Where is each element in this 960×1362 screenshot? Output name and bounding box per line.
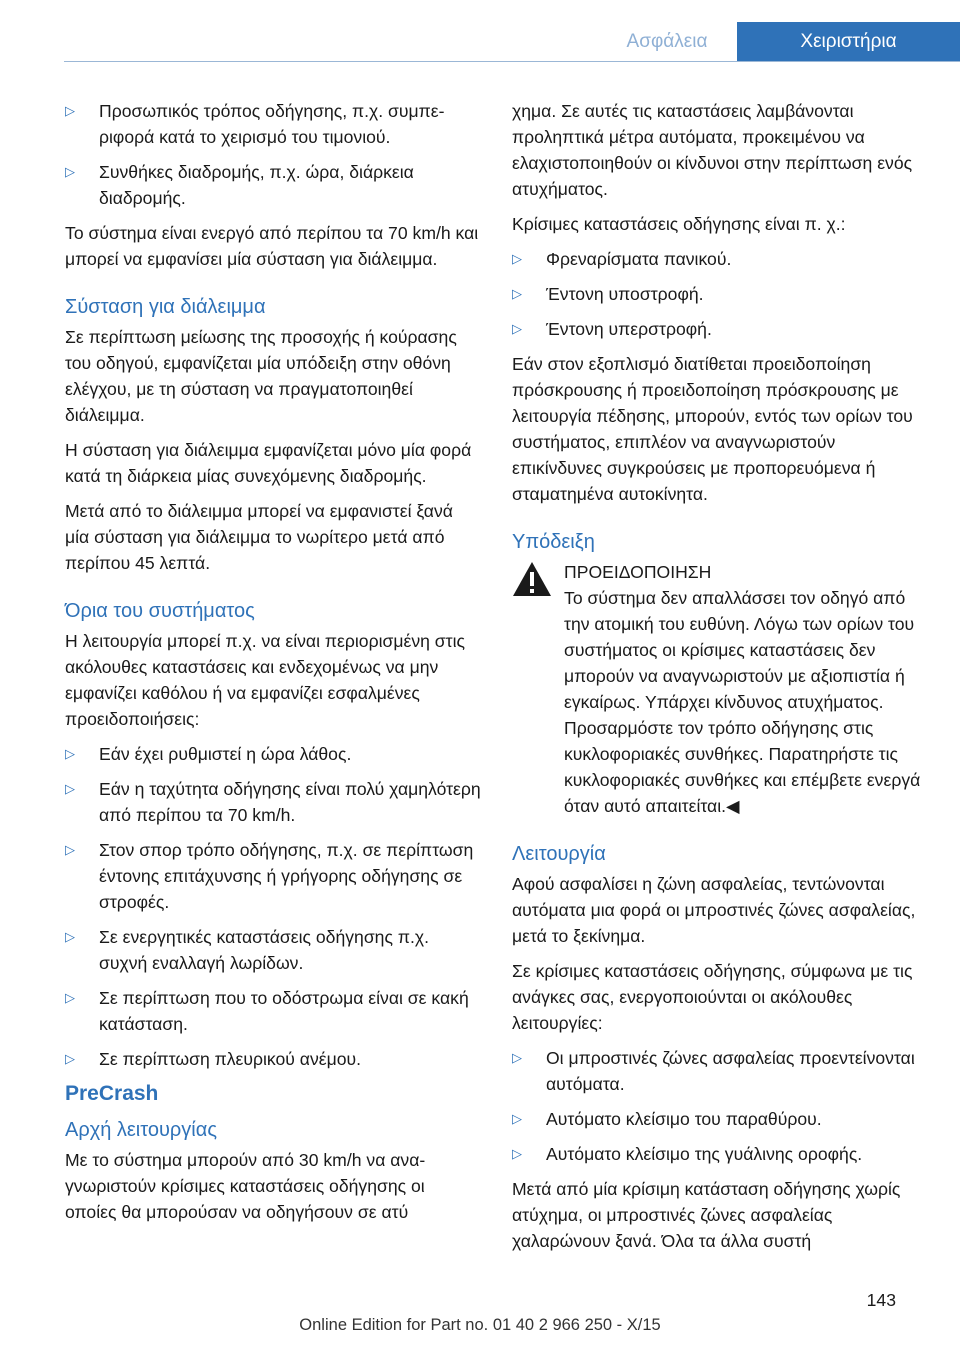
- heading-principle: Αρχή λειτουργίας: [65, 1119, 217, 1141]
- bullet-triangle-icon: ▷: [65, 929, 75, 944]
- edition-footer: Online Edition for Part no. 01 40 2 966 250 - X/15: [299, 1316, 661, 1334]
- list-item: ▷ Σε περίπτωση πλευρικού ανέμου.: [65, 1046, 481, 1072]
- list-item: ▷ Οι μπροστινές ζώνες ασφαλείας προεντείνονται αυτόματα.: [512, 1045, 926, 1097]
- warning-block: [512, 559, 926, 819]
- list-item: ▷ Προσωπικός τρόπος οδήγησης, π.χ. συμπεριφορά κατά το χειρισμό του τιμονιού.: [65, 98, 481, 150]
- list-item: ▷ Έντονη υπερστροφή.: [512, 316, 926, 342]
- paragraph: Σε κρίσιμες καταστάσεις οδήγησης, σύμφωνα με τις ανάγκες σας, ενεργοποιούνται οι ακόλουθες λειτουργίες:: [512, 961, 913, 1033]
- list-item: ▷ Φρεναρίσματα πανικού.: [512, 246, 926, 272]
- paragraph: Κρίσιμες καταστάσεις οδήγησης είναι π. χ.:: [512, 214, 846, 234]
- list-item: ▷ Συνθήκες διαδρομής, π.χ. ώρα, διάρκεια διαδρομής.: [65, 159, 481, 211]
- page-number: 143: [866, 1290, 896, 1310]
- bullet-triangle-icon: ▷: [65, 990, 75, 1005]
- bullet-triangle-icon: ▷: [65, 103, 75, 118]
- paragraph: Μετά από το διάλειμμα μπορεί να εμφανιστεί ξανά μία σύσταση για διάλειμμα το νωρίτερο μετά από περίπου 45 λεπτά.: [65, 501, 453, 573]
- bullet-triangle-icon: ▷: [512, 1050, 522, 1065]
- paragraph: Μετά από μία κρίσιμη κατάσταση οδήγησης χωρίς ατύχημα, οι μπροστινές ζώνες ασφαλείας χαλαρώνουν ξανά. Όλα τα άλλα συστή: [512, 1179, 901, 1251]
- warning-triangle-icon: [512, 561, 552, 597]
- paragraph: Αφού ασφαλίσει η ζώνη ασφαλείας, τεντώνονται αυτόματα μια φορά οι μπροστινές ζώνες ασφαλείας, μετά το ξεκίνημα.: [512, 874, 916, 946]
- list-item: ▷ Αυτόματο κλείσιμο της γυάλινης οροφής.: [512, 1141, 926, 1167]
- heading-precrash: PreCrash: [65, 1082, 159, 1105]
- warning-text: ΠΡΟΕΙΔΟΠΟΙΗΣΗ Το σύστημα δεν απαλλάσσει τον οδηγό από την ατομική του ευθύνη. Λόγω των ορίων του συστήματος οι κρίσιμες καταστάσεις δεν μπορούν να αναγνωριστούν με αξιοπιστία ή εγκαίρως. Υπάρχει κίνδυνος ατυχήματος. Προσαρμόστε τον τρόπο οδήγησης στις κυκλοφοριακές συνθήκες. Παρατηρήστε τις κυκλοφοριακές συνθήκες και επέμβετε ενεργά όταν αυτό απαιτείται.◀: [564, 559, 926, 819]
- right-column: [512, 98, 926, 1263]
- paragraph: Η σύσταση για διάλειμμα εμφανίζεται μόνο μία φορά κατά τη διάρκεια μίας συνεχόμενης διαδρομής.: [65, 440, 472, 486]
- header-rule: [64, 61, 960, 62]
- chapter-tab[interactable]: Χειριστήρια: [737, 22, 960, 62]
- list-item: ▷ Σε ενεργητικές καταστάσεις οδήγησης π.χ. συχνή εναλλαγή λωρίδων.: [65, 924, 481, 976]
- heading-break-recommendation: Σύσταση για διάλειμμα: [65, 296, 266, 318]
- paragraph: χημα. Σε αυτές τις καταστάσεις λαμβάνονται προληπτικά μέτρα αυτόματα, προκειμένου να ελαχιστοποιηθούν οι κίνδυνοι στην περίπτωση ενός ατυχήματος.: [512, 101, 913, 199]
- list-item: ▷ Σε περίπτωση που το οδόστρωμα είναι σε κακή κατάσταση.: [65, 985, 481, 1037]
- list-item: ▷ Εάν η ταχύτητα οδήγησης είναι πολύ χαμηλότερη από περίπου τα 70 km/h.: [65, 776, 481, 828]
- left-column: [65, 98, 481, 1234]
- bullet-triangle-icon: ▷: [65, 746, 75, 761]
- paragraph: Σε περίπτωση μείωσης της προσοχής ή κούρασης του οδηγού, εμφανίζεται μία υπόδειξη στην οθόνη ελέγχου, με τη σύσταση να πραγματοποιηθεί διάλειμμα.: [65, 327, 457, 425]
- paragraph: Με το σύστημα μπορούν από 30 km/h να αναγνωριστούν κρίσιμες καταστάσεις οδήγησης οι οποίες θα μπορούσαν να οδηγήσουν σε ατύ: [65, 1150, 426, 1222]
- list-item: ▷ Έντονη υποστροφή.: [512, 281, 926, 307]
- heading-note: Υπόδειξη: [512, 531, 595, 553]
- paragraph: Η λειτουργία μπορεί π.χ. να είναι περιορισμένη στις ακόλουθες καταστάσεις και ενδεχομένως να μην εμφανίζει καθόλου ή να εμφανίζει εσφαλμένες προειδοποιήσεις:: [65, 631, 465, 729]
- section-tab[interactable]: Ασφάλεια: [626, 31, 708, 52]
- page-header: [0, 0, 960, 62]
- warning-title: ΠΡΟΕΙΔΟΠΟΙΗΣΗ: [564, 562, 712, 582]
- heading-system-limits: Όρια του συστήματος: [65, 600, 255, 622]
- bullet-triangle-icon: ▷: [65, 781, 75, 796]
- heading-function: Λειτουργία: [512, 843, 606, 865]
- paragraph: Εάν στον εξοπλισμό διατίθεται προειδοποίηση πρόσκρουσης ή προειδοποίηση πρόσκρουσης με λειτουργία πέδησης, μπορούν, εντός των ορίων του συστήματος, επιπλέον να αναγνωριστούν επικίνδυνες συγκρούσεις με προπορευόμενα ή σταματημένα αυτοκίνητα.: [512, 354, 913, 504]
- list-item: ▷ Στον σπορ τρόπο οδήγησης, π.χ. σε περίπτωση έντονης επιτάχυνσης ή γρήγορης οδήγησης σε στροφές.: [65, 837, 481, 915]
- list-item: ▷ Εάν έχει ρυθμιστεί η ώρα λάθος.: [65, 741, 481, 767]
- bullet-triangle-icon: ▷: [65, 164, 75, 179]
- bullet-triangle-icon: ▷: [512, 1111, 522, 1126]
- bullet-triangle-icon: ▷: [512, 321, 522, 336]
- bullet-triangle-icon: ▷: [65, 842, 75, 857]
- bullet-triangle-icon: ▷: [512, 251, 522, 266]
- list-item: ▷ Αυτόματο κλείσιμο του παραθύρου.: [512, 1106, 926, 1132]
- paragraph: Το σύστημα είναι ενεργό από περίπου τα 70 km/h και μπορεί να εμφανίσει μία σύσταση για διάλειμμα.: [65, 223, 479, 269]
- bullet-triangle-icon: ▷: [512, 286, 522, 301]
- bullet-triangle-icon: ▷: [65, 1051, 75, 1066]
- bullet-triangle-icon: ▷: [512, 1146, 522, 1161]
